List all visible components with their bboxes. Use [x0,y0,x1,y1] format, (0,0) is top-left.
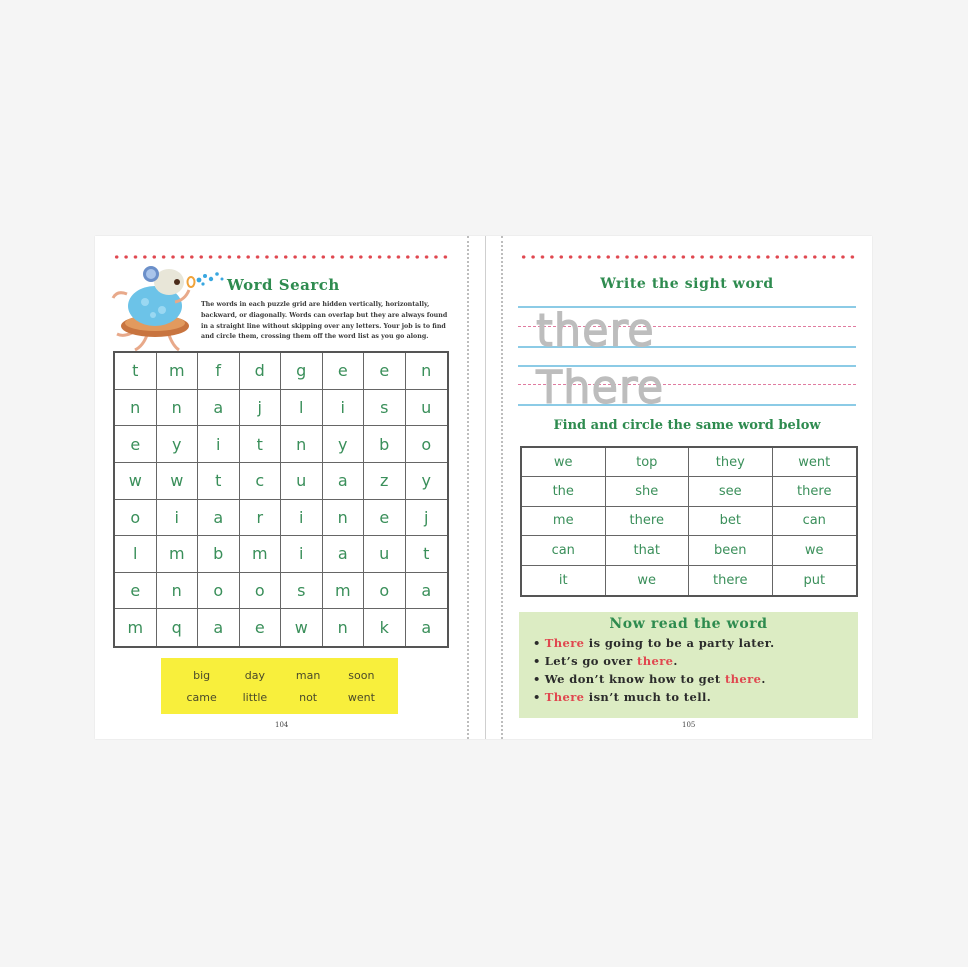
bullet-icon: • [533,636,541,650]
grid-cell[interactable]: y [406,463,448,500]
grid-cell[interactable]: b [198,536,240,573]
grid-cell[interactable]: r [240,500,282,537]
read-sentence [529,652,848,670]
word-list-item: man [295,668,321,682]
find-word-cell[interactable]: we [522,448,606,477]
page-number: 104 [275,721,289,729]
grid-cell[interactable]: n [406,353,448,390]
trace-word-lowercase: there [536,306,655,356]
find-word-cell[interactable]: put [803,572,826,588]
grid-cell[interactable]: y [157,426,199,463]
grid-cell[interactable]: m [115,609,157,646]
grid-cell[interactable]: i [157,500,199,537]
grid-cell[interactable]: m [240,536,282,573]
find-word-cell[interactable]: that [606,536,690,565]
read-the-word-title: Now read the word [609,616,768,632]
find-word-cell[interactable]: went [773,448,857,477]
sentence-text: We don’t know how to get [544,672,725,686]
gutter-fold-line [485,236,486,739]
grid-cell[interactable]: i [281,500,323,537]
grid-cell[interactable]: m [323,573,365,610]
trace-word-capitalized: There [536,363,665,413]
find-word-cell[interactable]: there [689,566,773,595]
grid-cell[interactable]: n [115,390,157,427]
grid-cell[interactable]: l [115,536,157,573]
find-word-cell[interactable]: see [689,477,773,506]
book-spread [95,236,872,739]
find-word-cell[interactable]: we [606,566,690,595]
bullet-icon: • [533,690,541,704]
find-word-cell[interactable]: she [606,477,690,506]
grid-cell[interactable]: i [281,536,323,573]
grid-cell[interactable]: n [281,426,323,463]
grid-cell[interactable]: c [240,463,282,500]
grid-cell[interactable]: o [240,573,282,610]
word-list-item: came [186,690,217,704]
grid-cell[interactable]: o [198,573,240,610]
grid-cell[interactable]: j [240,390,282,427]
find-word-cell[interactable]: top [606,448,690,477]
highlighted-sight-word: There [544,636,585,650]
grid-cell[interactable]: g [281,353,323,390]
sentence-text: . [673,654,678,668]
grid-cell[interactable]: o [364,573,406,610]
grid-cell[interactable]: l [281,390,323,427]
gutter-dotted-line-left [467,236,469,739]
find-word-cell[interactable]: there [606,507,690,536]
grid-cell[interactable]: z [364,463,406,500]
sentence-text: Let’s go over [544,654,638,668]
find-word-cell[interactable]: can [522,536,606,565]
grid-cell[interactable]: i [198,426,240,463]
word-list-item: little [242,690,268,704]
find-word-cell[interactable]: it [522,566,606,595]
grid-cell[interactable]: o [115,500,157,537]
grid-cell[interactable]: t [115,353,157,390]
grid-cell[interactable]: e [240,609,282,646]
grid-cell[interactable]: n [323,609,365,646]
find-word-cell[interactable]: the [522,477,606,506]
sentence-text: . [761,672,766,686]
find-word-cell[interactable]: can [773,507,857,536]
read-the-word-box [519,612,858,718]
grid-cell[interactable]: a [198,609,240,646]
highlighted-sight-word: There [544,690,585,704]
word-list-item: big [193,668,211,682]
bullet-icon: • [533,672,541,686]
grid-cell[interactable]: m [157,536,199,573]
word-list-item: day [244,668,265,682]
page-104 [95,236,465,739]
grid-cell[interactable]: t [240,426,282,463]
red-dotted-rule [112,255,448,259]
grid-cell[interactable]: a [323,463,365,500]
grid-cell[interactable]: e [364,353,406,390]
red-dotted-rule [519,255,855,259]
word-list-item: not [299,690,318,704]
grid-cell[interactable]: t [198,463,240,500]
word-list-box [161,658,398,714]
read-sentence [529,670,848,688]
grid-cell[interactable]: n [157,390,199,427]
grid-cell[interactable]: i [323,390,365,427]
word-list-item: went [347,690,375,704]
grid-cell[interactable]: q [157,609,199,646]
word-search-title: Word Search [227,276,340,294]
page-number: 105 [682,721,696,729]
page-105 [502,236,872,739]
find-word-cell[interactable]: there [773,477,857,506]
grid-cell[interactable]: a [323,536,365,573]
find-word-cell[interactable]: me [522,507,606,536]
grid-cell[interactable]: e [364,500,406,537]
find-word-table [520,446,858,597]
highlighted-sight-word: there [637,654,674,668]
grid-cell[interactable]: u [364,536,406,573]
grid-cell[interactable]: y [323,426,365,463]
grid-cell[interactable]: u [281,463,323,500]
grid-cell[interactable]: e [323,353,365,390]
grid-cell[interactable]: n [157,573,199,610]
grid-cell[interactable]: e [115,573,157,610]
grid-cell[interactable]: j [406,500,448,537]
grid-cell[interactable]: a [198,500,240,537]
word-search-instructions: The words in each puzzle grid are hidden vertically, horizontally, backward, or diagonally. Words can overlap but they are always found in a straight line without skipping over any letters. Your job is to find and circle them, crossing them off the word list as you go along. [201,301,448,341]
grid-cell[interactable]: w [281,609,323,646]
sentence-text: is going to be a party later. [584,636,775,650]
grid-cell[interactable]: d [240,353,282,390]
read-sentence [529,688,848,706]
grid-cell[interactable]: u [406,390,448,427]
grid-cell[interactable]: a [198,390,240,427]
grid-cell[interactable]: n [323,500,365,537]
write-sight-word-title: Write the sight word [600,276,774,292]
grid-cell[interactable]: w [157,463,199,500]
grid-cell[interactable]: m [157,353,199,390]
find-and-circle-title: Find and circle the same word below [553,418,821,433]
grid-cell[interactable]: s [364,390,406,427]
bullet-icon: • [533,654,541,668]
highlighted-sight-word: there [724,672,762,686]
grid-cell[interactable]: a [406,573,448,610]
find-word-cell[interactable]: they [689,448,773,477]
find-word-cell[interactable]: we [773,536,857,565]
grid-cell[interactable]: t [406,536,448,573]
grid-cell[interactable]: s [281,573,323,610]
find-word-cell[interactable]: been [689,536,773,565]
grid-cell[interactable]: b [364,426,406,463]
word-list-item: soon [348,668,375,682]
grid-cell[interactable]: w [115,463,157,500]
grid-cell[interactable]: a [421,618,432,638]
grid-cell[interactable]: k [364,609,406,646]
grid-cell[interactable]: f [198,353,240,390]
read-sentence [529,634,848,652]
sentence-text: isn’t much to tell. [584,690,712,704]
grid-cell[interactable]: o [406,426,448,463]
grid-cell[interactable]: e [115,426,157,463]
word-search-grid [113,351,449,648]
find-word-cell[interactable]: bet [689,507,773,536]
